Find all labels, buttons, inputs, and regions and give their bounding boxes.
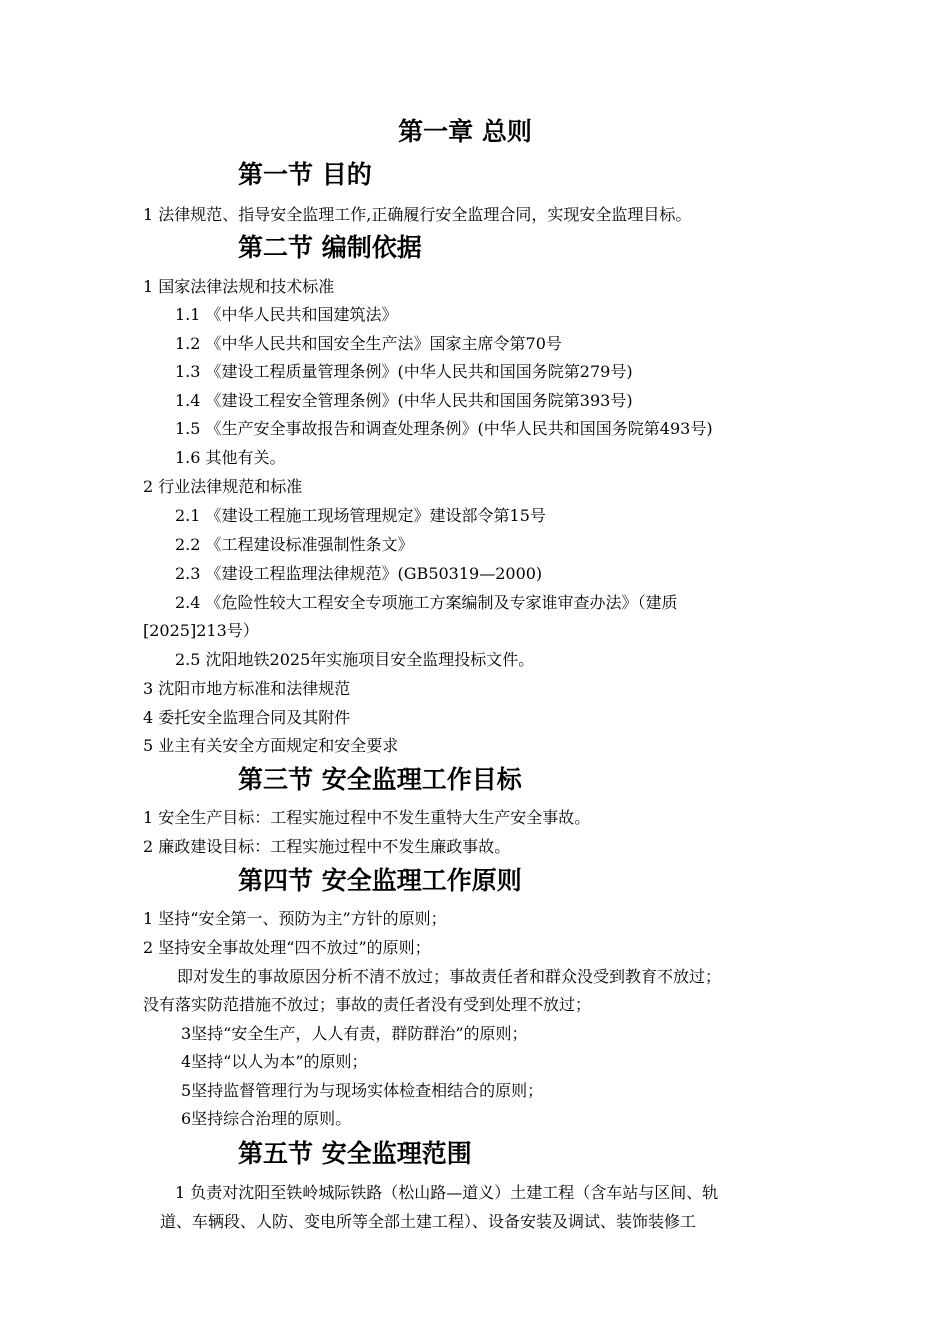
basis-item-5: 5 业主有关安全方面规定和安全要求 <box>143 736 399 755</box>
basis-item-2-2: 2.2 《工程建设标准强制性条文》 <box>175 535 414 554</box>
goal-item-1: 1 安全生产目标：工程实施过程中不发生重特大生产安全事故。 <box>143 808 591 827</box>
section-5-title: 第五节 安全监理范围 <box>238 1139 472 1168</box>
basis-item-1-1: 1.1 《中华人民共和国建筑法》 <box>175 305 398 324</box>
goal-item-2: 2 廉政建设目标：工程实施过程中不发生廉政事故。 <box>143 837 511 856</box>
basis-item-2-1: 2.1 《建设工程施工现场管理规定》建设部令第15号 <box>175 506 546 525</box>
principle-item-2: 2 坚持安全事故处理“四不放过”的原则； <box>143 938 431 957</box>
basis-item-2-5: 2.5 沈阳地铁2025年实施项目安全监理投标文件。 <box>175 650 535 669</box>
section-1-title: 第一节 目的 <box>238 160 372 189</box>
basis-item-4: 4 委托安全监理合同及其附件 <box>143 708 351 727</box>
principle-item-3: 3坚持“安全生产，人人有责，群防群治”的原则； <box>181 1024 528 1043</box>
scope-para-1: 1 负责对沈阳至铁岭城际铁路（松山路—道义）土建工程（含车站与区间、轨 <box>175 1183 719 1202</box>
principle-item-2-detail: 即对发生的事故原因分析不清不放过；事故责任者和群众没受到教育不放过； <box>177 967 722 986</box>
section-3-title: 第三节 安全监理工作目标 <box>238 765 522 794</box>
principle-item-1: 1 坚持“安全第一、预防为主”方针的原则； <box>143 909 447 928</box>
basis-item-2-3: 2.3 《建设工程监理法律规范》(GB50319—2000) <box>175 564 543 583</box>
basis-item-1-6: 1.6 其他有关。 <box>175 448 286 467</box>
section-2-title: 第二节 编制依据 <box>238 233 422 262</box>
principle-item-4: 4坚持“以人为本”的原则； <box>181 1052 368 1071</box>
basis-item-2: 2 行业法律规范和标准 <box>143 477 303 496</box>
basis-item-1-3: 1.3 《建设工程质量管理条例》(中华人民共和国国务院第279号) <box>175 362 633 381</box>
basis-item-2-4: 2.4 《危险性较大工程安全专项施工方案编制及专家谁审查办法》（建质 <box>175 593 678 612</box>
section-1-para-1: 1 法律规范、指导安全监理工作,正确履行安全监理合同，实现安全监理目标。 <box>143 205 692 224</box>
chapter-title: 第一章 总则 <box>398 117 532 146</box>
principle-item-2-detail-cont: 没有落实防范措施不放过；事故的责任者没有受到处理不放过； <box>143 995 592 1014</box>
principle-item-5: 5坚持监督管理行为与现场实体检查相结合的原则； <box>181 1081 544 1100</box>
basis-item-1-5: 1.5 《生产安全事故报告和调查处理条例》(中华人民共和国国务院第493号) <box>175 419 713 438</box>
basis-item-2-4-cont: [2025]213号） <box>143 621 259 640</box>
basis-item-1: 1 国家法律法规和技术标准 <box>143 277 335 296</box>
scope-para-1-cont: 道、车辆段、人防、变电所等全部土建工程）、设备安装及调试、装饰装修工 <box>160 1212 697 1231</box>
basis-item-3: 3 沈阳市地方标准和法律规范 <box>143 679 351 698</box>
basis-item-1-4: 1.4 《建设工程安全管理条例》(中华人民共和国国务院第393号) <box>175 391 633 410</box>
section-4-title: 第四节 安全监理工作原则 <box>238 866 522 895</box>
basis-item-1-2: 1.2 《中华人民共和国安全生产法》国家主席令第70号 <box>175 334 562 353</box>
principle-item-6: 6坚持综合治理的原则。 <box>181 1109 352 1128</box>
